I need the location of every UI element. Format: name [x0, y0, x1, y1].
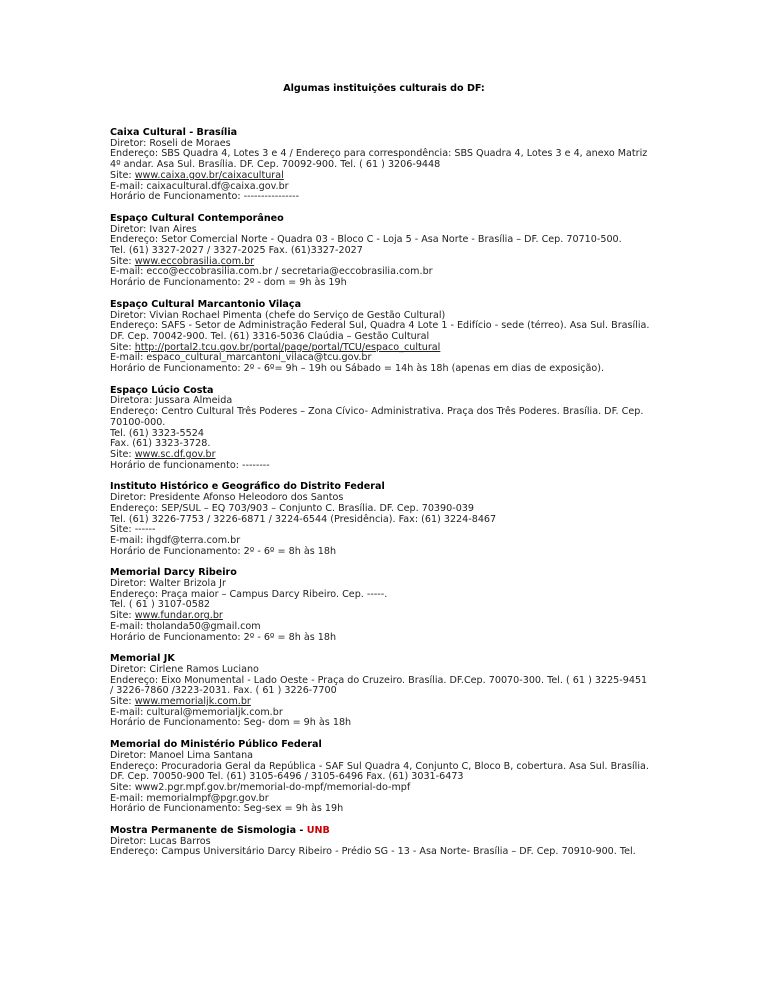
site-link[interactable]: www.eccobrasilia.com.br [134, 255, 255, 267]
email-line: E-mail: tholanda50@gmail.com [110, 620, 261, 632]
site-link[interactable]: http://portal2.tcu.gov.br/portal/page/portal/TCU/espaco_cultural [134, 341, 441, 353]
site-line: Site: ------ [110, 524, 156, 536]
site-link[interactable]: www.caixa.gov.br/caixacultural [134, 169, 284, 181]
address-line: Endereço: Centro Cultural Três Poderes – Zona Cívico- Administrativa. Praça dos Três Poderes. Brasília. DF. Cep. 70100-000. [110, 406, 644, 428]
site-link[interactable]: www.memorialjk.com.br [134, 696, 251, 708]
hours-line: Horário de Funcionamento: ---------------- [110, 191, 300, 203]
director-line: Diretor: Cirlene Ramos Luciano [110, 663, 259, 675]
address-line: Endereço: Setor Comercial Norte - Quadra 03 - Bloco C - Loja 5 - Asa Norte - Brasília – DF. Cep. 70710-500. [110, 234, 622, 246]
institution-name-accent: UNB [306, 825, 330, 837]
institution-entry [110, 386, 650, 472]
director-line: Diretora: Jussara Almeida [110, 395, 233, 407]
institution-name-text: Mostra Permanente de Sismologia - [110, 825, 307, 837]
institution-entry [110, 826, 650, 858]
hours-line: Horário de Funcionamento: Seg-sex = 9h às 19h [110, 803, 344, 815]
address-line: Endereço: SEP/SUL – EQ 703/903 – Conjunto C. Brasília. DF. Cep. 70390-039 [110, 502, 475, 514]
site-label: Site: [110, 341, 135, 353]
institution-name: Espaço Cultural Contemporâneo [110, 212, 284, 224]
email-line: E-mail: caixacultural.df@caixa.gov.br [110, 180, 289, 192]
director-line: Diretor: Presidente Afonso Heleodoro dos Santos [110, 492, 344, 504]
director-line: Diretor: Roseli de Moraes [110, 137, 231, 149]
site-label: Site: [110, 169, 135, 181]
director-line: Diretor: Walter Brizola Jr [110, 578, 226, 590]
site-label: Site: [110, 448, 135, 460]
email-line: E-mail: ihgdf@terra.com.br [110, 534, 241, 546]
site-line [110, 171, 650, 182]
director-line: Diretor: Ivan Aires [110, 223, 197, 235]
institution-entry [110, 654, 650, 729]
hours-line: Horário de Funcionamento: Seg- dom = 9h às 18h [110, 717, 352, 729]
hours-line: Horário de Funcionamento: 2º - 6º= 9h – 19h ou Sábado = 14h às 18h (apenas em dias de exposição). [110, 363, 605, 375]
fax-line: Fax. (61) 3323-3728. [110, 438, 211, 450]
institution-entry [110, 482, 650, 557]
phone-line: Tel. (61) 3327-2027 / 3327-2025 Fax. (61)3327-2027 [110, 245, 363, 257]
address-line: Endereço: SBS Quadra 4, Lotes 3 e 4 / Endereço para correspondência: SBS Quadra 4, Lotes 3 e 4, anexo Matriz 4º andar. Asa Sul. Brasília. DF. Cep. 70092-900. Tel. ( 61 ) 3206-9448 [110, 148, 648, 171]
institution-entry [110, 214, 650, 289]
institution-entry [110, 300, 650, 375]
institution-name: Caixa Cultural - Brasília [110, 127, 238, 138]
address-line: Endereço: SAFS - Setor de Administração Federal Sul, Quadra 4 Lote 1 - Edifício - sede (térreo). Asa Sul. Brasília. DF. Cep. 70042-900. Tel. (61) 3316-5036 Claúdia – Gestão Cultural [110, 320, 650, 342]
institution-name: Espaço Cultural Marcantonio Vilaça [110, 298, 302, 310]
email-line: E-mail: ecco@eccobrasilia.com.br / secretaria@eccobrasilia.com.br [110, 266, 433, 278]
phone-line: Tel. (61) 3226-7753 / 3226-6871 / 3224-6544 (Presidência). Fax: (61) 3224-8467 [110, 513, 497, 525]
address-line: Endereço: Campus Universitário Darcy Ribeiro - Prédio SG - 13 - Asa Norte- Brasília – DF. Cep. 70910-900. Tel. [110, 846, 636, 858]
institution-entry [110, 740, 650, 815]
institution-name: Memorial Darcy Ribeiro [110, 567, 237, 579]
hours-line: Horário de Funcionamento: 2º - 6º = 8h às 18h [110, 545, 337, 557]
institution-name: Instituto Histórico e Geográfico do Distrito Federal [110, 481, 385, 493]
institution-name: Memorial JK [110, 653, 175, 665]
address-line: Endereço: Procuradoria Geral da República - SAF Sul Quadra 4, Conjunto C, Bloco B, cobertura. Asa Sul. Brasília. DF. Cep. 70050-900 Tel. (61) 3105-6496 / 3105-6496 Fax. (61) 3031-6473 [110, 760, 649, 783]
phone-line: Tel. ( 61 ) 3107-0582 [110, 599, 211, 611]
phone-line: Tel. (61) 3323-5524 [110, 427, 204, 439]
institution-name: Espaço Lúcio Costa [110, 384, 214, 396]
hours-line: Horário de funcionamento: -------- [110, 459, 270, 471]
page-title: Algumas instituições culturais do DF: [283, 83, 485, 94]
hours-line: Horário de Funcionamento: 2º - dom = 9h às 19h [110, 277, 347, 289]
director-line: Diretor: Vivian Rochael Pimenta (chefe do Serviço de Gestão Cultural) [110, 309, 446, 321]
institution-entry [110, 568, 650, 643]
hours-line: Horário de Funcionamento: 2º - 6º = 8h às 18h [110, 631, 337, 643]
email-line: E-mail: memorialmpf@pgr.gov.br [110, 792, 269, 804]
email-line: E-mail: espaco_cultural_marcantoni_vilaca@tcu.gov.br [110, 352, 372, 364]
site-line: Site: www2.pgr.mpf.gov.br/memorial-do-mpf/memorial-do-mpf [110, 781, 411, 793]
director-line: Diretor: Lucas Barros [110, 835, 211, 847]
site-label: Site: [110, 255, 135, 267]
institution-entry [110, 128, 650, 203]
institution-name: Memorial do Ministério Público Federal [110, 739, 322, 751]
site-link[interactable]: www.fundar.org.br [134, 610, 223, 622]
address-line: Endereço: Eixo Monumental - Lado Oeste - Praça do Cruzeiro. Brasília. DF.Cep. 70070-300. Tel. ( 61 ) 3225-9451 / 3226-7860 /3223-2031. Fax. ( 61 ) 3226-7700 [110, 674, 648, 697]
site-label: Site: [110, 610, 135, 622]
director-line: Diretor: Manoel Lima Santana [110, 749, 254, 761]
address-line: Endereço: Praça maior – Campus Darcy Ribeiro. Cep. -----. [110, 588, 388, 600]
institution-list [110, 128, 650, 869]
site-link[interactable]: www.sc.df.gov.br [134, 448, 216, 460]
email-line: E-mail: cultural@memorialjk.com.br [110, 706, 283, 718]
site-label: Site: [110, 696, 135, 708]
